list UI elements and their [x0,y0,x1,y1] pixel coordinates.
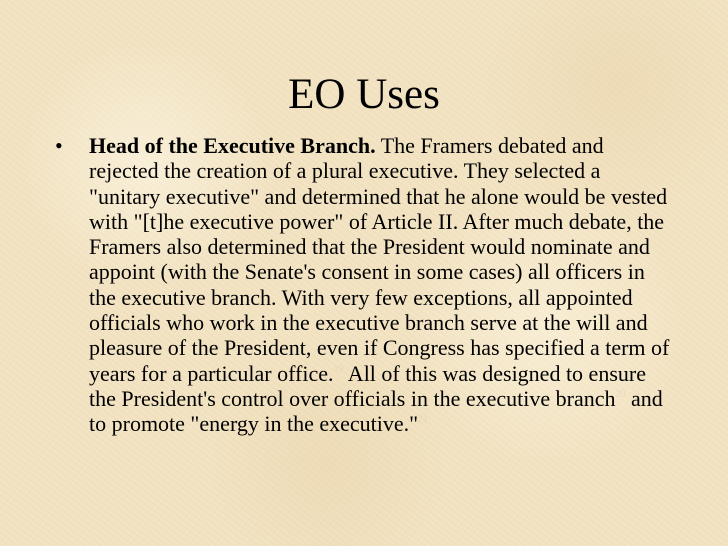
footnote-ref-20: 20 [615,388,626,400]
bullet-dot-icon: • [55,133,63,158]
slide-title: EO Uses [288,71,440,118]
bullet-text [89,133,675,437]
bullet-body-part-1: The Framers debated and rejected the creation of a plural executive. They selected a "unitary executive" and determined that he alone would be vested with "[t]he executive power" of Article II. After much debate, the Framers also determined that the President would nominate and appoint (with the Senate's consent in some cases) all officers in the executive branch. With very few exceptions, all appointed officials who work in the executive branch serve at the will and pleasure of the President, even if Congress has specified a term of years for a particular office. [89,133,670,386]
footnote-ref-19: 19 [333,363,344,375]
bullet-item [55,133,675,437]
bullet-body-part-3: and to promote "energy in the executive." [89,385,663,437]
bullet-body-part-2: All of this was designed to ensure the President's control over officials in the executive branch [89,360,646,411]
bullet-lead-text: Head of the Executive Branch. [89,133,376,158]
footnote-ref-21: 21 [418,414,429,426]
